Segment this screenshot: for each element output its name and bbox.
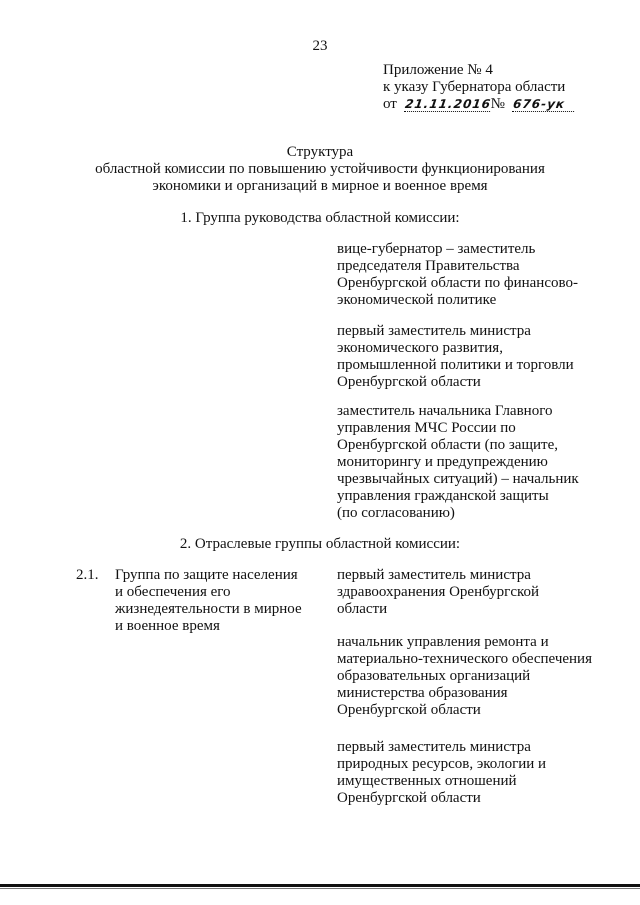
member-line: председателя Правительства	[337, 258, 520, 274]
member-line: Оренбургской области	[337, 374, 481, 390]
member-line: первый заместитель министра	[337, 567, 531, 583]
appendix-decree: к указу Губернатора области	[383, 79, 566, 95]
section1-member-2	[337, 323, 574, 391]
member-line: первый заместитель министра	[337, 739, 531, 755]
section2-member-2	[337, 634, 592, 719]
section1-member-1	[337, 241, 578, 309]
member-line: Оренбургской области	[337, 702, 481, 718]
member-line: природных ресурсов, экологии и	[337, 756, 547, 772]
title-line-2: областной комиссии по повышению устойчивости функционирования	[95, 161, 545, 177]
section2-member-3	[337, 739, 546, 807]
member-line: здравоохранения Оренбургской	[337, 584, 540, 600]
group-name-line: жизнедеятельности в мирное	[115, 601, 302, 617]
member-line: управления гражданской защиты	[337, 488, 549, 504]
member-line: промышленной политики и торговли	[337, 357, 574, 373]
group-name-line: и военное время	[115, 618, 220, 634]
member-line: начальник управления ремонта и	[337, 634, 549, 650]
section1-member-3	[337, 403, 579, 522]
appendix-title: Приложение № 4	[383, 62, 493, 78]
member-line: материально-технического обеспечения	[337, 651, 592, 667]
handwritten-date: 21.11.2016	[403, 97, 492, 111]
member-line: управления МЧС России по	[337, 420, 516, 436]
member-line: экономической политике	[337, 292, 497, 308]
member-line: мониторингу и предупреждению	[337, 454, 548, 470]
member-line: (по согласованию)	[337, 505, 455, 521]
section2-member-1	[337, 567, 539, 618]
section1-heading: 1. Группа руководства областной комиссии:	[180, 210, 460, 226]
handwritten-number: 676-ук	[512, 98, 576, 112]
appendix-date-line	[383, 96, 575, 113]
member-line: Оренбургской области по финансово-	[337, 275, 578, 291]
member-line: образовательных организаций	[337, 668, 531, 684]
member-line: заместитель начальника Главного	[337, 403, 553, 419]
member-line: министерства образования	[337, 685, 508, 701]
title-line-3: экономики и организаций в мирное и военное время	[152, 178, 488, 194]
section2-heading: 2. Отраслевые группы областной комиссии:	[179, 536, 461, 552]
member-line: чрезвычайных ситуаций) – начальник	[337, 471, 579, 487]
page-bottom-border	[0, 884, 640, 887]
member-line: экономического развития,	[337, 340, 503, 356]
from-label: от	[383, 96, 397, 112]
group-name-line: Группа по защите населения	[115, 567, 298, 583]
number-label: №	[490, 96, 505, 112]
page-number: 23	[312, 38, 328, 54]
group-name-line: и обеспечения его	[115, 584, 231, 600]
member-line: области	[337, 601, 388, 617]
member-line: Оренбургской области (по защите,	[337, 437, 558, 453]
group-number: 2.1.	[76, 567, 99, 583]
member-line: вице-губернатор – заместитель	[337, 241, 536, 257]
member-line: первый заместитель министра	[337, 323, 531, 339]
page-bottom-border-shadow	[0, 888, 640, 889]
group-name	[115, 567, 302, 635]
title-line-1: Структура	[286, 144, 354, 160]
member-line: имущественных отношений	[337, 773, 517, 789]
member-line: Оренбургской области	[337, 790, 481, 806]
